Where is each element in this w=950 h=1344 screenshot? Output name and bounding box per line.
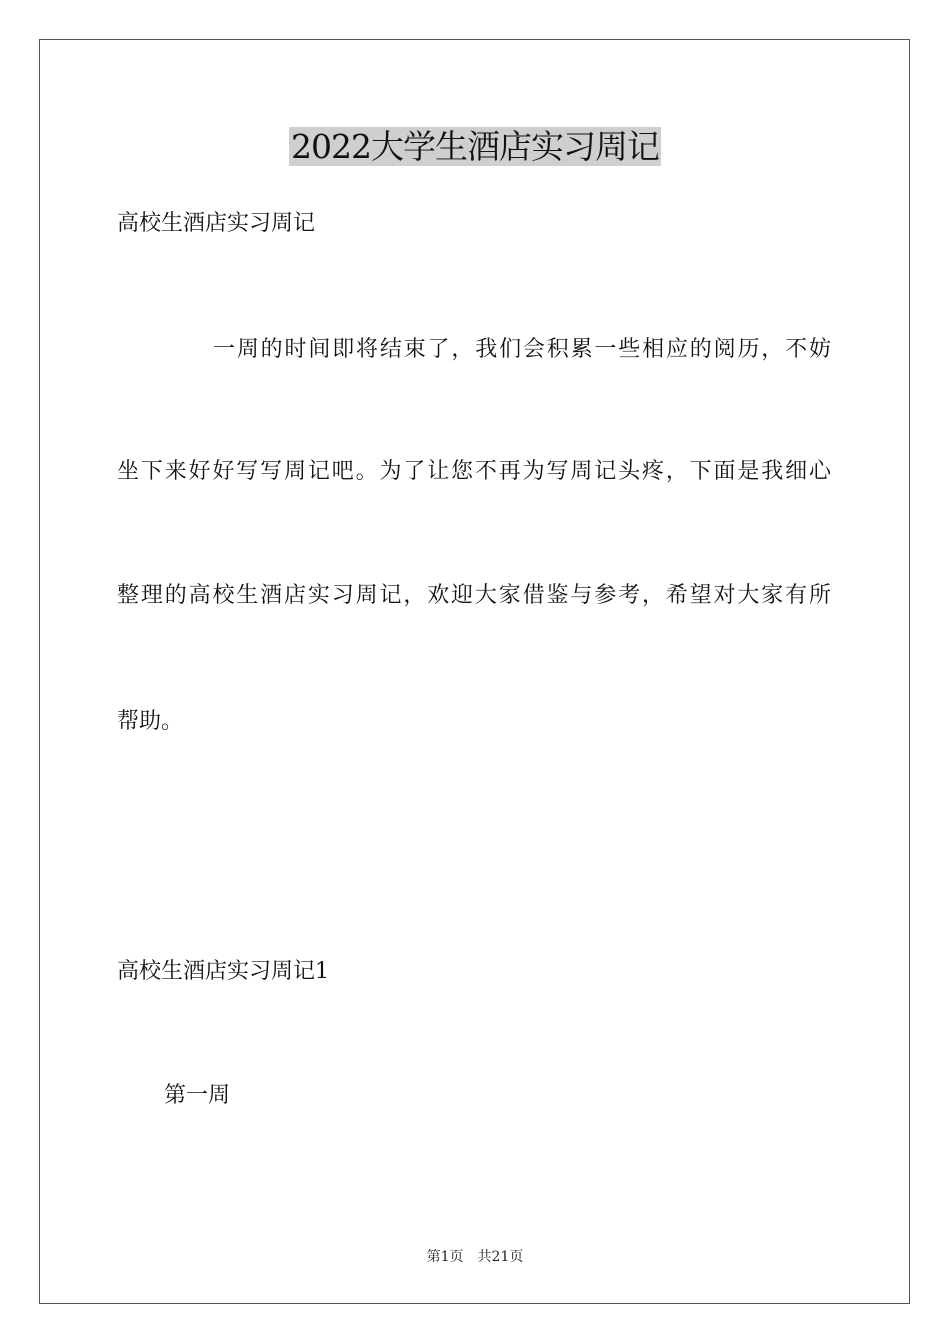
subtitle: 高校生酒店实习周记 xyxy=(117,211,316,236)
intro-line-3: 整理的高校生酒店实习周记，欢迎大家借鉴与参考，希望对大家有所 xyxy=(117,583,831,608)
week-label: 第一周 xyxy=(164,1083,231,1108)
section-heading: 高校生酒店实习周记1 xyxy=(117,959,329,984)
intro-line-2: 坐下来好好写写周记吧。为了让您不再为写周记头疼，下面是我细心 xyxy=(117,459,831,484)
intro-line-1: 一周的时间即将结束了，我们会积累一些相应的阅历，不妨 xyxy=(213,337,831,362)
document-title xyxy=(0,124,950,170)
page-footer: 第1页 共21页 xyxy=(426,1249,524,1265)
intro-line-4: 帮助。 xyxy=(117,709,184,734)
document-title-text: 2022大学生酒店实习周记 xyxy=(291,127,659,166)
